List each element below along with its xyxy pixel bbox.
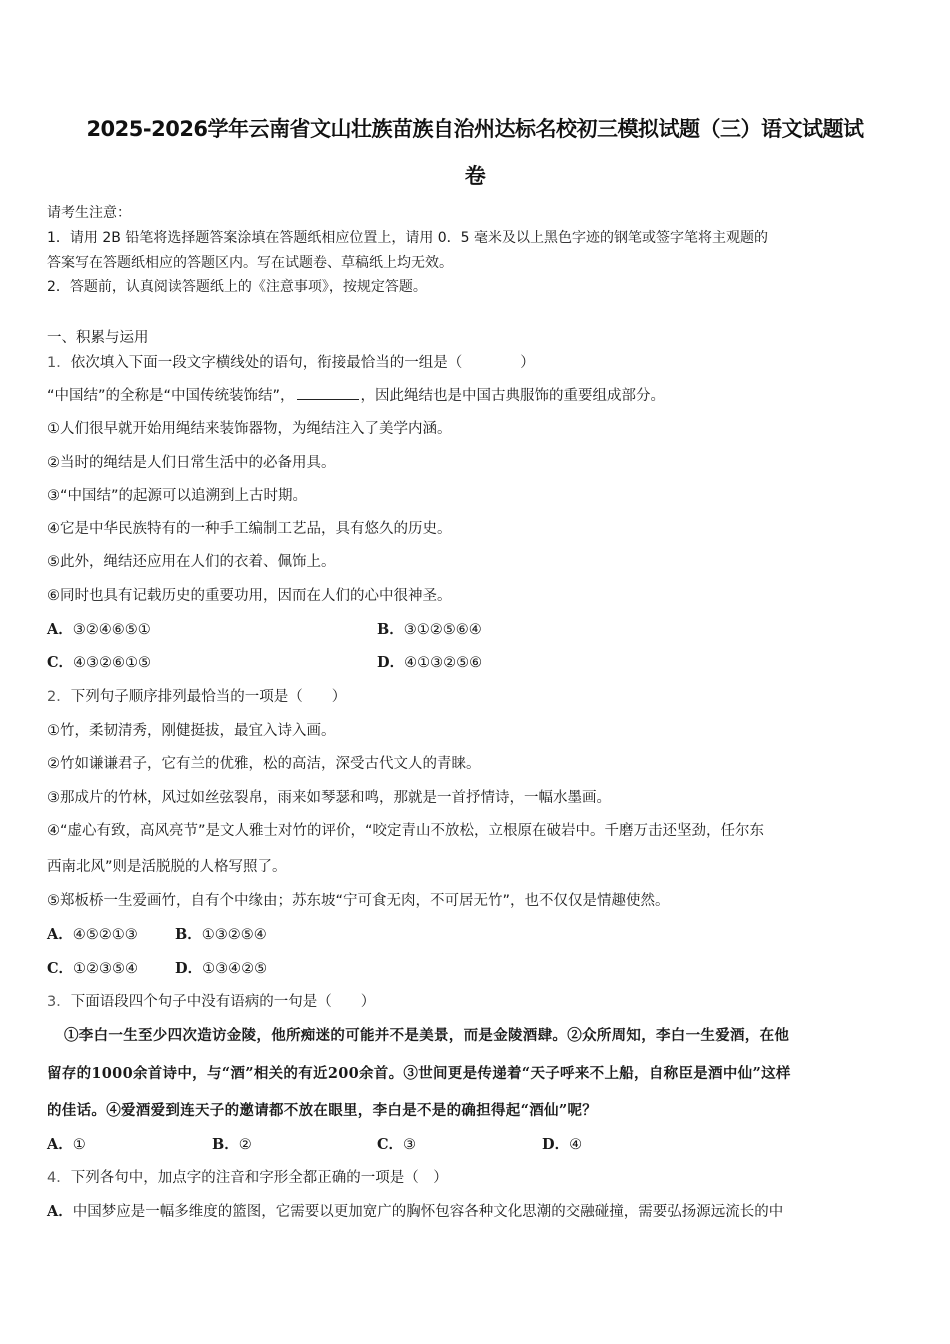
notice-heading: 请考生注意： — [47, 205, 131, 221]
question-3-option-a[interactable]: A．① — [47, 1136, 86, 1153]
question-2-item: ④“虚心有致，高风亮节”是文人雅士对竹的评价，“咬定青山不放松，立根原在破岩中。千磨万击还坚劲，任尔东 — [47, 823, 765, 839]
fill-in-blank — [297, 386, 359, 400]
question-1-item: ①人们很早就开始用绳结来装饰器物，为绳结注入了美学内涵。 — [47, 421, 452, 437]
question-1-item: ⑤此外，绳结还应用在人们的衣着、佩饰上。 — [47, 554, 336, 570]
question-3-passage-line: 留存的1000余首诗中，与“酒”相关的有近200余首。③世间更是传递着“天子呼来不上船，自称臣是酒中仙”这样 — [47, 1065, 791, 1082]
notice-item-1: 1．请用 2B 铅笔将选择题答案涂填在答题纸相应位置上，请用 0．5 毫米及以上黑色字迹的钢笔或签字笔将主观题的 — [47, 230, 769, 246]
question-2-item: ③那成片的竹林，风过如丝弦裂帛，雨来如琴瑟和鸣，那就是一首抒情诗，一幅水墨画。 — [47, 790, 611, 806]
question-2-item-continued: 西南北风”则是活脱脱的人格写照了。 — [47, 859, 287, 875]
question-2-option-d[interactable]: D．①③④②⑤ — [175, 960, 268, 977]
question-2-option-c[interactable]: C．①②③⑤④ — [47, 960, 139, 977]
question-number: 2． — [47, 689, 71, 705]
question-number: 1． — [47, 355, 71, 371]
question-3-option-b[interactable]: B．② — [212, 1136, 252, 1153]
question-1-context: “中国结”的全称是“中国传统装饰结”， ，因此绳结也是中国古典服饰的重要组成部分。 — [47, 388, 666, 404]
question-2-item: ②竹如谦谦君子，它有兰的优雅，松的高洁，深受古代文人的青睐。 — [47, 756, 481, 772]
document-title-continued: 卷 — [464, 164, 486, 188]
question-3-passage-line: ①李白一生至少四次造访金陵，他所痴迷的可能并不是美景，而是金陵酒肆。②众所周知，李白一生爱酒，在他 — [64, 1027, 790, 1044]
question-1-item: ②当时的绳结是人们日常生活中的必备用具。 — [47, 455, 336, 471]
question-3-passage-line: 的佳话。④爱酒爱到连天子的邀请都不放在眼里，李白是不是的确担得起“酒仙”呢？ — [47, 1102, 598, 1119]
question-1-item: ③“中国结”的起源可以追溯到上古时期。 — [47, 488, 308, 504]
question-1-option-b[interactable]: B．③①②⑤⑥④ — [377, 621, 482, 638]
question-number: 4． — [47, 1170, 71, 1186]
question-2-stem: 2．下列句子顺序排列最恰当的一项是（ ） — [47, 689, 347, 705]
question-4-stem: 4．下列各句中，加点字的注音和字形全都正确的一项是（ ） — [47, 1170, 448, 1186]
question-2-option-a[interactable]: A．④⑤②①③ — [47, 926, 138, 943]
question-1-option-c[interactable]: C．④③②⑥①⑤ — [47, 654, 152, 671]
question-2-item: ⑤郑板桥一生爱画竹，自有个中缘由；苏东坡“宁可食无肉，不可居无竹”，也不仅仅是情趣使然。 — [47, 893, 670, 909]
question-3-option-d[interactable]: D．④ — [542, 1136, 583, 1153]
document-title: 2025-2026学年云南省文山壮族苗族自治州达标名校初三模拟试题（三）语文试题试 — [86, 117, 864, 141]
notice-item-2: 2．答题前，认真阅读答题纸上的《注意事项》，按规定答题。 — [47, 279, 427, 295]
question-2-option-b[interactable]: B．①③②⑤④ — [175, 926, 267, 943]
question-1-option-a[interactable]: A．③②④⑥⑤① — [47, 621, 151, 638]
question-1-item: ④它是中华民族特有的一种手工编制工艺品，具有悠久的历史。 — [47, 521, 452, 537]
question-number: 3． — [47, 994, 71, 1010]
question-2-item: ①竹，柔韧清秀，刚健挺拔，最宜入诗入画。 — [47, 723, 336, 739]
question-1-option-d[interactable]: D．④①③②⑤⑥ — [377, 654, 483, 671]
question-4-option-a[interactable]: A．中国梦应是一幅多维度的篮图，它需要以更加宽广的胸怀包容各种文化思潮的交融碰撞，需要弘扬源远流长的中 — [47, 1203, 784, 1220]
question-3-stem: 3．下面语段四个句子中没有语病的一句是（ ） — [47, 994, 376, 1010]
notice-item-1-continued: 答案写在答题纸相应的答题区内。写在试题卷、草稿纸上均无效。 — [47, 255, 453, 271]
question-1-item: ⑥同时也具有记载历史的重要功用，因而在人们的心中很神圣。 — [47, 588, 452, 604]
question-1-stem: 1．依次填入下面一段文字横线处的语句，衔接最恰当的一组是（ ） — [47, 355, 535, 371]
section-heading: 一、积累与运用 — [47, 330, 149, 346]
question-3-option-c[interactable]: C．③ — [377, 1136, 417, 1153]
